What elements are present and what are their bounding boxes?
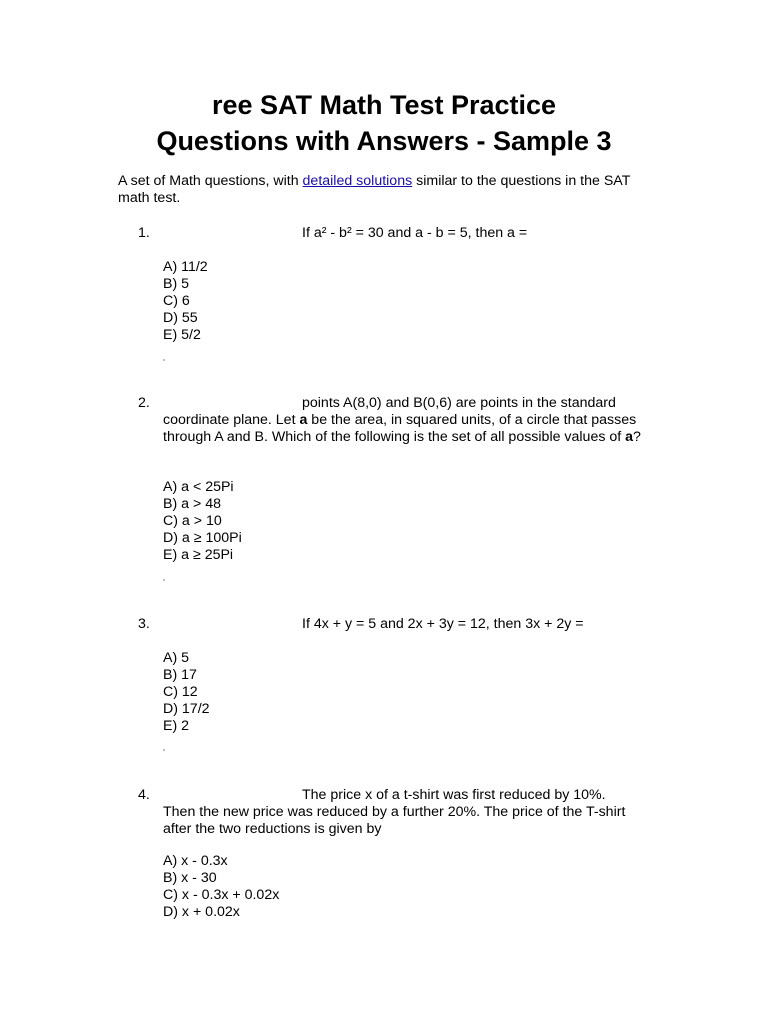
option-a: A) a < 25Pi <box>163 479 234 495</box>
option-c: C) x - 0.3x + 0.02x <box>163 887 280 903</box>
answer-options <box>163 259 208 344</box>
option-b: B) 5 <box>163 276 190 292</box>
separator-dot <box>163 359 165 361</box>
page-title-line-2: Questions with Answers - Sample 3 <box>156 126 612 156</box>
option-e: E) 5/2 <box>163 327 201 343</box>
question-text-rest: Then the new price was reduced by a further 20%. The price of the T-shirt after the two reductions is given by <box>163 804 626 837</box>
intro-paragraph <box>118 173 658 207</box>
option-e: E) a ≥ 25Pi <box>163 547 234 563</box>
answer-options <box>163 853 279 921</box>
option-b: B) a > 48 <box>163 496 221 512</box>
question-text-first-line: The price x of a t-shirt was first reduced by 10%. <box>302 787 606 803</box>
option-c: C) 12 <box>163 684 198 700</box>
question-text: If 4x + y = 5 and 2x + 3y = 12, then 3x + 2y = <box>302 616 584 632</box>
question-text: If a² - b² = 30 and a - b = 5, then a = <box>302 225 528 241</box>
option-a: A) 5 <box>163 650 190 666</box>
question-text-part: coordinate plane. Let <box>163 412 300 428</box>
option-d: D) a ≥ 100Pi <box>163 530 242 546</box>
option-a: A) x - 0.3x <box>163 853 228 869</box>
question-text-part: be the area, in squared units, of a circle that passes through A and B. Which of the following is the set of all possible values of <box>163 412 637 445</box>
option-d: D) 17/2 <box>163 701 210 717</box>
option-b: B) x - 30 <box>163 870 217 886</box>
question-number: 1. <box>138 225 150 241</box>
option-c: C) a > 10 <box>163 513 222 529</box>
question-number: 3. <box>138 616 150 632</box>
variable-a: a <box>299 412 308 428</box>
detailed-solutions-link[interactable]: detailed solutions <box>302 173 413 189</box>
question-number: 2. <box>138 395 150 411</box>
page-title-line-1: ree SAT Math Test Practice <box>211 90 557 120</box>
option-b: B) 17 <box>163 667 197 683</box>
question-number: 4. <box>138 787 150 803</box>
answer-options <box>163 479 242 564</box>
intro-text-after: similar to the questions in the SAT math test. <box>118 173 631 206</box>
intro-text-before: A set of Math questions, with <box>118 173 303 189</box>
separator-dot <box>163 749 165 751</box>
option-d: D) 55 <box>163 310 198 326</box>
separator-dot <box>163 579 165 581</box>
option-e: E) 2 <box>163 718 190 734</box>
option-d: D) x + 0.02x <box>163 904 240 920</box>
question-text-first-line: points A(8,0) and B(0,6) are points in the standard <box>302 395 616 411</box>
answer-options <box>163 650 210 735</box>
option-a: A) 11/2 <box>163 259 208 275</box>
option-c: C) 6 <box>163 293 190 309</box>
question-text-part: ? <box>633 429 641 445</box>
question-text <box>163 395 653 446</box>
variable-a: a <box>625 429 634 445</box>
question-text <box>163 787 653 838</box>
